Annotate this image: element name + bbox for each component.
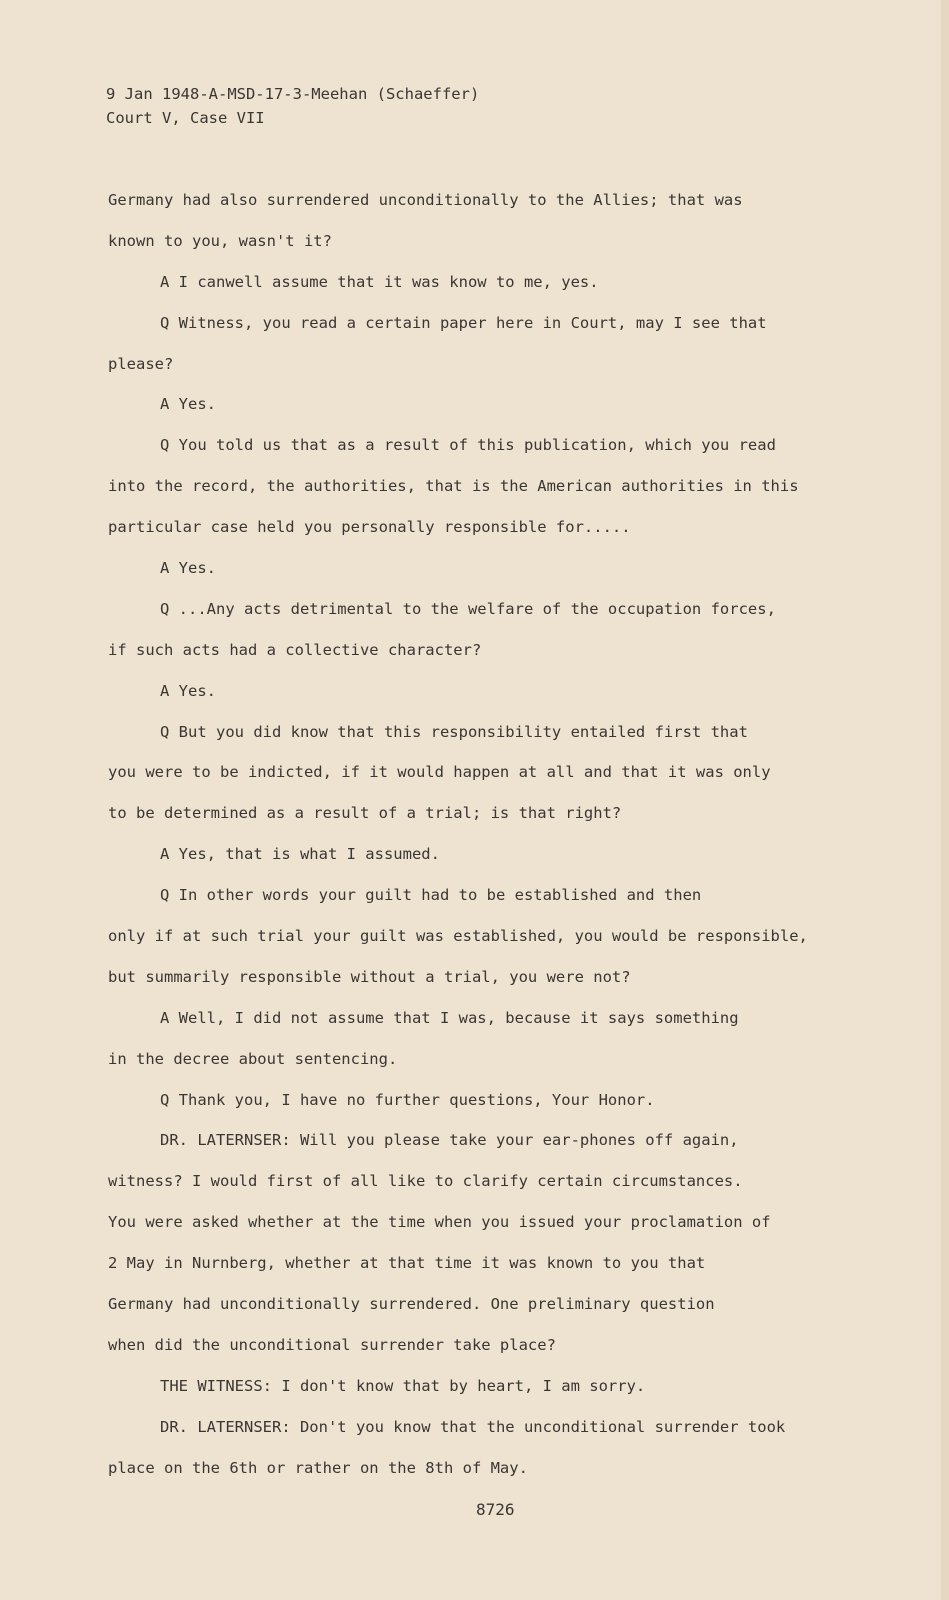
transcript-line: witness? I would first of all like to clarify certain circumstances. xyxy=(108,1172,743,1191)
transcript-line: Germany had also surrendered unconditionally to the Allies; that was xyxy=(108,191,743,209)
transcript-line: THE WITNESS: I don't know that by heart, I am sorry. xyxy=(160,1376,646,1395)
page-number: 8726 xyxy=(476,1500,515,1519)
transcript-line: particular case held you personally responsible for..... xyxy=(108,518,631,537)
transcript-line: only if at such trial your guilt was established, you would be responsible, xyxy=(108,927,808,946)
paper-edge xyxy=(941,0,949,1600)
transcript-line: A Yes, that is what I assumed. xyxy=(160,845,440,864)
transcript-line: Q But you did know that this responsibility entailed first that xyxy=(160,722,748,741)
transcript-line: you were to be indicted, if it would happen at all and that it was only xyxy=(108,763,771,782)
transcript-line: in the decree about sentencing. xyxy=(108,1049,398,1068)
transcript-line: A Yes. xyxy=(160,395,216,414)
transcript-line: to be determined as a result of a trial; is that right? xyxy=(108,804,622,823)
transcript-line: You were asked whether at the time when you issued your proclamation of xyxy=(108,1213,771,1232)
transcript-line: DR. LATERNSER: Will you please take your ear-phones off again, xyxy=(160,1131,739,1150)
transcript-line: Q ...Any acts detrimental to the welfare of the occupation forces, xyxy=(160,599,776,618)
header-line-2: Court V, Case VII xyxy=(106,109,265,127)
transcript-line: known to you, wasn't it? xyxy=(108,231,332,250)
transcript-line: Q In other words your guilt had to be established and then xyxy=(160,886,702,905)
transcript-line: A I canwell assume that it was know to me, yes. xyxy=(160,272,599,291)
transcript-line: Q You told us that as a result of this publication, which you read xyxy=(160,436,776,455)
transcript-body xyxy=(108,180,868,1489)
transcript-line: A Yes. xyxy=(160,681,216,700)
transcript-line: A Well, I did not assume that I was, because it says something xyxy=(160,1008,739,1027)
transcript-line: A Yes. xyxy=(160,559,216,578)
transcript-line: Germany had unconditionally surrendered. One preliminary question xyxy=(108,1295,715,1314)
transcript-line: DR. LATERNSER: Don't you know that the unconditional surrender took xyxy=(160,1417,786,1436)
transcript-line: Q Witness, you read a certain paper here in Court, may I see that xyxy=(160,313,767,332)
transcript-line: if such acts had a collective character? xyxy=(108,640,482,659)
transcript-line: but summarily responsible without a trial, you were not? xyxy=(108,967,631,986)
transcript-line: place on the 6th or rather on the 8th of May. xyxy=(108,1458,528,1477)
transcript-line: into the record, the authorities, that is the American authorities in this xyxy=(108,477,799,496)
transcript-line: Q Thank you, I have no further questions, Your Honor. xyxy=(160,1090,655,1109)
transcript-line: when did the unconditional surrender take place? xyxy=(108,1335,556,1354)
transcript-line: 2 May in Nurnberg, whether at that time it was known to you that xyxy=(108,1254,706,1273)
header-line-1: 9 Jan 1948-A-MSD-17-3-Meehan (Schaeffer) xyxy=(106,85,480,103)
transcript-line: please? xyxy=(108,354,174,373)
header xyxy=(106,82,479,130)
